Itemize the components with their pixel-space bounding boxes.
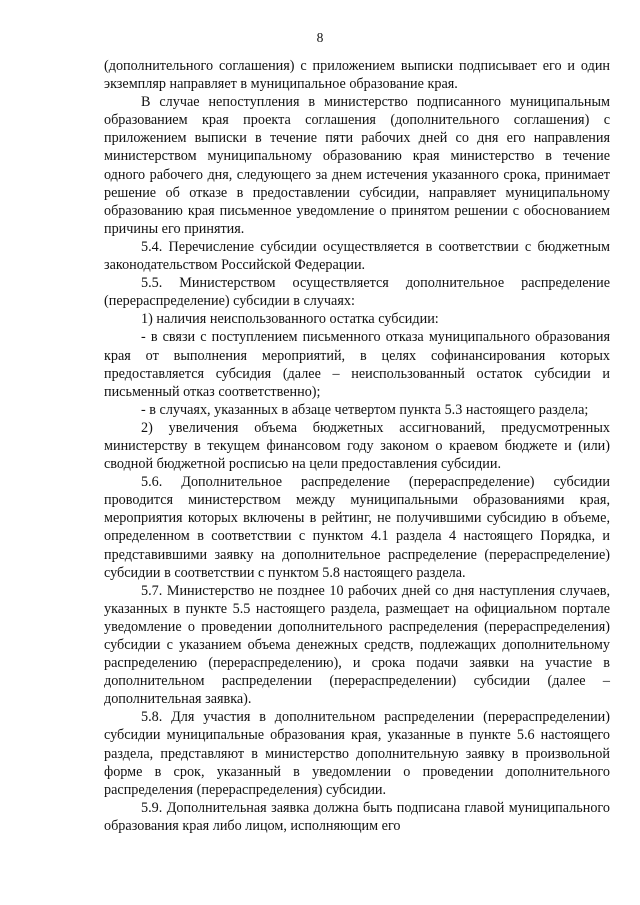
paragraph-5-9: 5.9. Дополнительная заявка должна быть подписана главой муниципального образования края либо лицом, исполняющим его bbox=[104, 799, 610, 834]
list-item-2: 2) увеличения объема бюджетных ассигнований, предусмотренных министерству в текущем финансовом году законом о краевом бюджете и (или) сводной бюджетной росписью на цели предоставления субсидии. bbox=[104, 419, 610, 473]
list-subitem-cases: - в случаях, указанных в абзаце четвертом пункта 5.3 настоящего раздела; bbox=[141, 401, 589, 418]
paragraph-5-8: 5.8. Для участия в дополнительном распределении (перераспределении) субсидии муниципальные образования края, указанные в пункте 5.6 настоящего раздела, представляют в министерство дополнительную заявку в произвольной форме в срок, указанный в уведомлении о проведении дополнительного распределения (перераспределения) субсидии. bbox=[104, 709, 610, 798]
list-item-1: 1) наличия неиспользованного остатка субсидии: bbox=[141, 311, 439, 328]
document-body bbox=[104, 57, 610, 835]
paragraph-5-7: 5.7. Министерство не позднее 10 рабочих дней со дня наступления случаев, указанных в пункте 5.5 настоящего раздела, размещает на официальном портале уведомление о проведении дополнительного распределения (перераспределения) субсидии с указанием объема денежных средств, подлежащих дополнительному распределению (перераспределению), и срока подачи заявки на участие в дополнительном распределении (перераспределении) субсидии (далее – дополнительная заявка). bbox=[104, 582, 610, 708]
paragraph-5-4: 5.4. Перечисление субсидии осуществляется в соответствии с бюджетным законодательством Российской Федерации. bbox=[104, 238, 610, 274]
page-number: 8 bbox=[316, 30, 324, 45]
list-subitem-refusal: - в связи с поступлением письменного отказа муниципального образования края от выполнения мероприятий, в целях софинансирования которых предоставляется субсидия (далее – неиспользованный остаток субсидии и письменный отказ соответственно); bbox=[104, 329, 610, 400]
paragraph-5-5: 5.5. Министерством осуществляется дополнительное распределение (перераспределение) субсидии в случаях: bbox=[104, 275, 610, 310]
paragraph-continuation: (дополнительного соглашения) с приложением выписки подписывает его и один экземпляр направляет в муниципальное образование края. bbox=[104, 58, 610, 93]
paragraph-5-6: 5.6. Дополнительное распределение (перераспределение) субсидии проводится министерством между муниципальными образованиями края, мероприятия которых включены в рейтинг, не получившими субсидию в объеме, определенном в соответствии с пунктом 4.1 раздела 4 настоящего Порядка, и представившими заявку на дополнительное распределение (перераспределение) субсидии в соответствии с пунктом 5.8 настоящего раздела. bbox=[104, 474, 610, 581]
paragraph-nonreceipt: В случае непоступления в министерство подписанного муниципальным образованием края проекта соглашения (дополнительного соглашения) с приложением выписки в течение пяти рабочих дней со дня его направления министерством муниципальному образованию края министерство в течение одного рабочего дня, следующего за днем истечения указанного срока, принимает решение об отказе в предоставлении субсидии, направляет муниципальному образованию края письменное уведомление о принятом решении с обоснованием причины его принятия. bbox=[104, 94, 610, 237]
